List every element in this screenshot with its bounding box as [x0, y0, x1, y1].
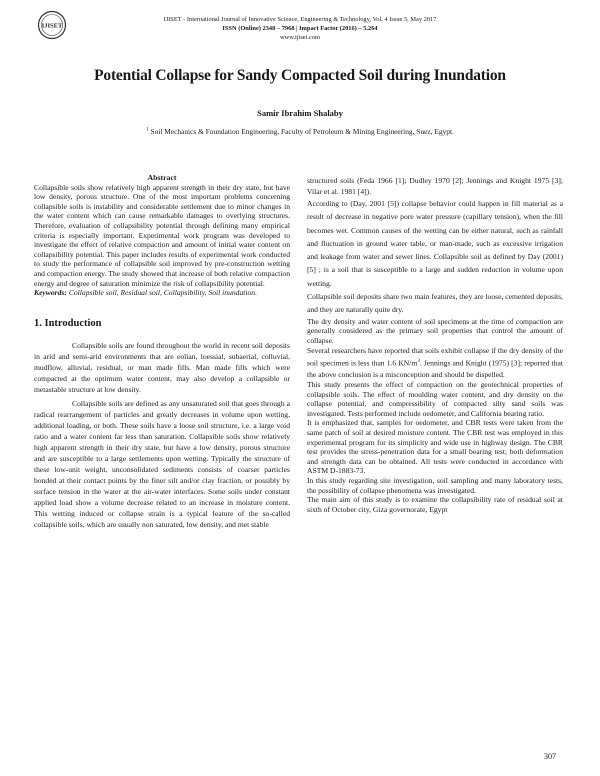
- intro-paragraph-1: Collapsible soils are found throughout the world in recent soil deposits in arid and semi-arid environments that are eolian, loessial, subaerial, colluvial, mudflow, alluvial, residual, or man made fills. Man made fills which were compacted at the optimum water content, may also develop a collapsible or metastable structure at low density.: [34, 341, 290, 395]
- right-paragraph-5: This study presents the effect of compaction on the geotechnical properties of collapsible soils. The effect of moulding water content, and dry density on the collapse potential, and compressibility of compacted silty sand soils was investigated. Tests performed include oedometer, and California bearing ratio.: [307, 379, 563, 418]
- issn-line: ISSN (Online) 2348 – 7968 | Impact Factor (2016) – 5.264: [222, 25, 378, 32]
- right-paragraph-0: structured soils (Feda 1966 [1]; Dudley 1970 [2]; Jennings and Knight 1975 [3]; Vilar et al. 1981 [4]).: [307, 176, 563, 196]
- affiliation-text: Soil Mechanics & Foundation Engineering, Faculty of Petroleum & Mining Engineering, Suez, Egypt.: [150, 127, 454, 136]
- journal-line: IJISET - International Journal of Innovative Science, Engineering & Technology, Vol. 4 Issue 5, May 2017: [163, 16, 437, 23]
- keywords: [34, 288, 290, 298]
- right-paragraph-8: The main aim of this study is to examine the collapsibility rate of residual soil at sixth of October city, Giza governorate, Egypt: [307, 495, 563, 514]
- right-paragraph-6: It is emphasized that, samples for oedometer, and CBR tests were taken from the same patch of soil at desired moisture content. The CBR test was employed in this experimental program for its simplicity and wide use in highway design. The CBR test provides the stress-penetration data for a small bearing test; both deformation and strength data can be obtained. All tests were conducted in accordance with ASTM D-1883-73.: [307, 418, 563, 476]
- intro-paragraph-2: Collapsible soils are defined as any unsaturated soil that goes through a radical rearrangement of particles and greatly decreases in volume upon wetting, additional loading, or both. These soils have a loose soil structure, i.e. a large void ratio and a water content far less than saturation. Collapsible soils show relatively high apparent strength in their dry state, but have a low density, porous structure and are susceptible to a large settlements upon wetting. Typically the structure of these low-unit weight, unconsolidated sediments consists of coarser particles bonded at their contact points by the finer silt and/or clay fraction, or possibly by surface tension in the water at the air-water interfaces. Some soils under constant applied load show a volume decrease related to an increase in moisture content. This wetting induced or collapse strain is a typical feature of the so-called collapsible soils, which are usually non saturated, low density, and met stable: [34, 399, 290, 530]
- section-heading-introduction: 1. Introduction: [34, 317, 102, 329]
- svg-text:IJISET: IJISET: [41, 22, 63, 30]
- affiliation: [0, 127, 600, 136]
- right-column: [307, 175, 563, 514]
- abstract-heading: Abstract: [147, 173, 177, 182]
- affiliation-mark: 1: [146, 127, 149, 133]
- right-paragraph-3: The dry density and water content of soil specimens at the time of compaction are generally considered as the primary soil properties that control the amount of collapse.: [307, 316, 563, 345]
- right-paragraph-4: Several researchers have reported that soils exhibit collapse if the dry density of the soil specimen is less than 1.6 $KN/m^3$. Jennings and Knight (1975) [3]; reported that the above conclusion is a misconception and should be dispelled.: [307, 346, 563, 379]
- keywords-text: Collapsible soil, Residual soil, Collapsibility, Soil inundation.: [68, 288, 257, 298]
- right-paragraph-2: Collapsible soil deposits share two main features, they are loose, cemented deposits, and they are naturally quite dry.: [307, 292, 564, 315]
- right-paragraph-7: In this study regarding site investigation, soil sampling and many laboratory tests, the possibility of collapse phenomena was investigated.: [307, 475, 563, 495]
- page-number: 307: [544, 752, 556, 761]
- left-column: [34, 173, 290, 530]
- paper-title: Potential Collapse for Sandy Compacted Soil during Inundation: [94, 67, 506, 84]
- journal-url[interactable]: www.ijiset.com: [279, 34, 321, 41]
- keywords-label: Keywords:: [34, 288, 67, 298]
- right-paragraph-1: According to (Day, 2001 [5]) collapse behavior could happen in fill material as a result of decrease in negative pore water pressure (capillary tension), when the fill becomes wet. Common causes of the wetting can be either natural, such as rainfall and fluctuation in ground water table, or man-made, such as excessive irrigation and leakage from water and sewer lines. Collapsible soil as defined by Day (2001) [5] ; is a soil that is susceptible to a large and sudden reduction in volume upon wetting.: [307, 199, 563, 288]
- abstract-text: Collapsible soils show relatively high apparent strength in their dry state, but have low density, porous structure. One of the most important problems concerning collapsible soils is instability and considerable settlement due to minor changes in the water content which can cause remarkable damages to overlying structures. Therefore, evaluation of collapsibility potential through defining many empirical criteria is especially important. Experimental work program was developed to investigate the effect of relative compaction and amount of initial water content on collapsibility potential. This paper includes results of experimental work conducted to study the performance of collapsible soil improved by pre-construction wetting and compaction energy. The study showed that increase of both relative compaction energy and degree of saturation minimize the risk of collapsibility potential.: [34, 182, 290, 288]
- author-name: Samir Ibrahim Shalaby: [257, 108, 343, 118]
